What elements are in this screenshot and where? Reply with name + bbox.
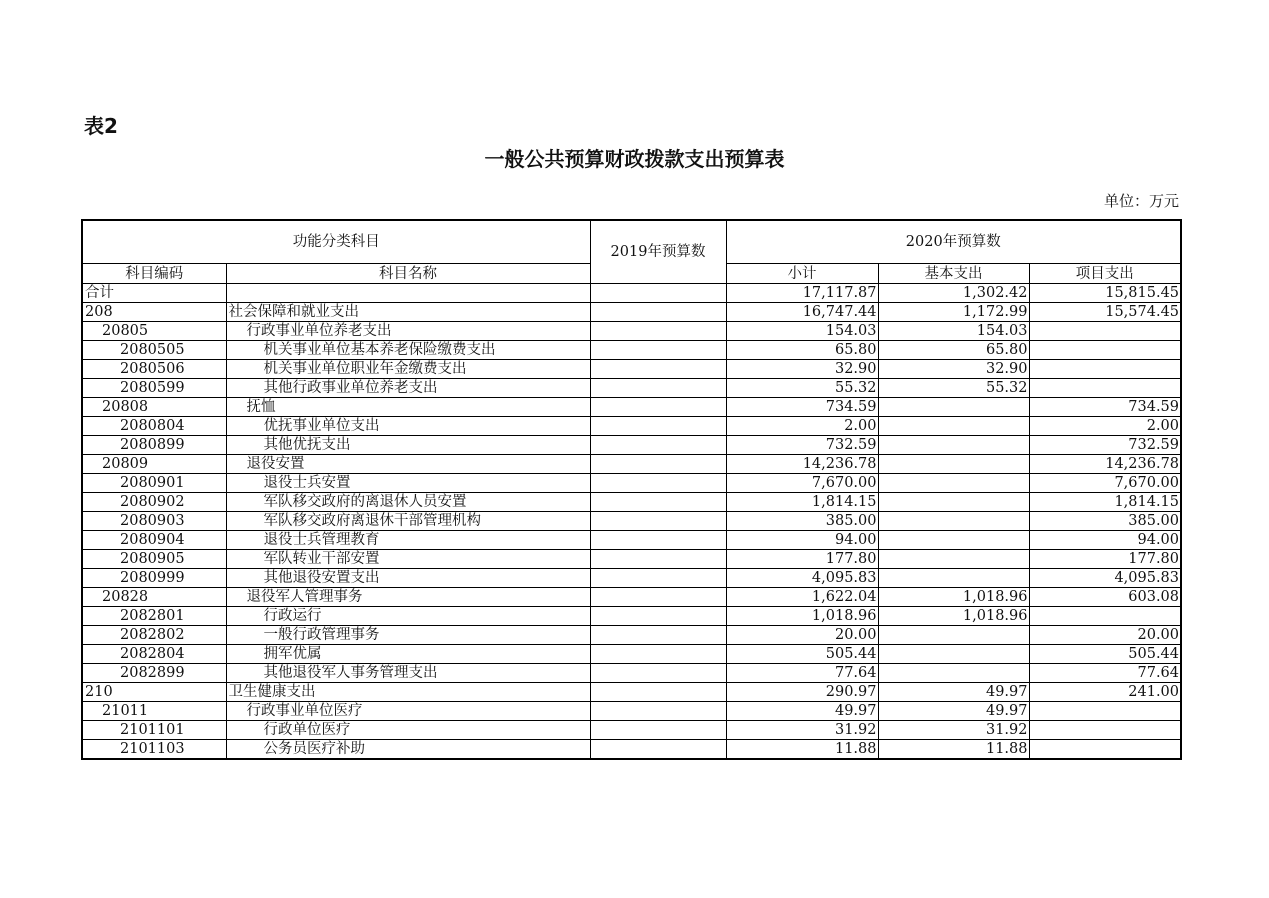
row-subtotal: 55.32 <box>726 379 878 398</box>
row-code: 2080899 <box>82 436 226 455</box>
row-name: 一般行政管理事务 <box>226 626 590 645</box>
row-basic <box>878 493 1029 512</box>
row-name: 军队移交政府的离退休人员安置 <box>226 493 590 512</box>
row-project <box>1029 341 1181 360</box>
row-prev-year <box>590 569 726 588</box>
row-basic <box>878 436 1029 455</box>
table-row <box>82 550 1181 569</box>
row-basic <box>878 398 1029 417</box>
row-prev-year <box>590 683 726 702</box>
row-code: 2080904 <box>82 531 226 550</box>
row-project <box>1029 721 1181 740</box>
header-basic: 基本支出 <box>878 264 1029 284</box>
row-basic <box>878 531 1029 550</box>
row-subtotal: 154.03 <box>726 322 878 341</box>
row-code: 2082802 <box>82 626 226 645</box>
header-project: 项目支出 <box>1029 264 1181 284</box>
table-row <box>82 607 1181 626</box>
row-basic <box>878 512 1029 531</box>
row-name: 公务员医疗补助 <box>226 740 590 760</box>
row-subtotal: 1,622.04 <box>726 588 878 607</box>
page-title: 一般公共预算财政拨款支出预算表 <box>484 147 785 171</box>
table-row <box>82 474 1181 493</box>
row-basic: 49.97 <box>878 702 1029 721</box>
budget-table <box>81 219 1182 760</box>
row-project: 241.00 <box>1029 683 1181 702</box>
row-subtotal: 385.00 <box>726 512 878 531</box>
row-basic: 31.92 <box>878 721 1029 740</box>
table-row <box>82 436 1181 455</box>
row-prev-year <box>590 474 726 493</box>
table-row <box>82 455 1181 474</box>
row-project <box>1029 607 1181 626</box>
row-subtotal: 732.59 <box>726 436 878 455</box>
row-project <box>1029 740 1181 760</box>
row-prev-year <box>590 645 726 664</box>
row-subtotal: 177.80 <box>726 550 878 569</box>
row-subtotal: 16,747.44 <box>726 303 878 322</box>
row-prev-year <box>590 607 726 626</box>
row-subtotal: 65.80 <box>726 341 878 360</box>
table-row <box>82 531 1181 550</box>
table-row <box>82 740 1181 760</box>
row-code: 2080903 <box>82 512 226 531</box>
row-name: 军队转业干部安置 <box>226 550 590 569</box>
row-basic <box>878 626 1029 645</box>
row-basic <box>878 550 1029 569</box>
row-subtotal: 7,670.00 <box>726 474 878 493</box>
row-subtotal: 17,117.87 <box>726 284 878 303</box>
table-row <box>82 360 1181 379</box>
table-label: 表2 <box>84 114 118 138</box>
row-prev-year <box>590 721 726 740</box>
row-basic <box>878 474 1029 493</box>
table-row <box>82 569 1181 588</box>
row-prev-year <box>590 702 726 721</box>
row-project: 20.00 <box>1029 626 1181 645</box>
row-subtotal: 49.97 <box>726 702 878 721</box>
header-row-1 <box>82 220 1181 264</box>
row-subtotal: 31.92 <box>726 721 878 740</box>
row-name: 机关事业单位基本养老保险缴费支出 <box>226 341 590 360</box>
table-row <box>82 702 1181 721</box>
row-project: 77.64 <box>1029 664 1181 683</box>
row-name: 行政事业单位养老支出 <box>226 322 590 341</box>
row-project <box>1029 702 1181 721</box>
row-code: 2080905 <box>82 550 226 569</box>
row-project: 94.00 <box>1029 531 1181 550</box>
table-row <box>82 303 1181 322</box>
row-basic: 11.88 <box>878 740 1029 760</box>
row-basic: 1,172.99 <box>878 303 1029 322</box>
row-code: 2082801 <box>82 607 226 626</box>
header-func-class: 功能分类科目 <box>82 220 590 264</box>
row-subtotal: 734.59 <box>726 398 878 417</box>
row-prev-year <box>590 379 726 398</box>
row-project: 505.44 <box>1029 645 1181 664</box>
row-name: 军队移交政府离退休干部管理机构 <box>226 512 590 531</box>
row-code: 210 <box>82 683 226 702</box>
row-project: 734.59 <box>1029 398 1181 417</box>
row-project: 2.00 <box>1029 417 1181 436</box>
row-basic: 49.97 <box>878 683 1029 702</box>
row-code: 20808 <box>82 398 226 417</box>
row-name: 机关事业单位职业年金缴费支出 <box>226 360 590 379</box>
row-code: 2080599 <box>82 379 226 398</box>
row-name: 抚恤 <box>226 398 590 417</box>
header-prev-year: 2019年预算数 <box>590 220 726 284</box>
row-name: 其他退役军人事务管理支出 <box>226 664 590 683</box>
row-name: 退役安置 <box>226 455 590 474</box>
row-project: 15,815.45 <box>1029 284 1181 303</box>
row-code: 208 <box>82 303 226 322</box>
table-row <box>82 341 1181 360</box>
row-prev-year <box>590 341 726 360</box>
row-prev-year <box>590 550 726 569</box>
row-project: 15,574.45 <box>1029 303 1181 322</box>
row-name <box>226 284 590 303</box>
row-basic: 55.32 <box>878 379 1029 398</box>
row-prev-year <box>590 740 726 760</box>
row-prev-year <box>590 512 726 531</box>
table-row <box>82 721 1181 740</box>
row-name: 卫生健康支出 <box>226 683 590 702</box>
row-subtotal: 1,814.15 <box>726 493 878 512</box>
row-project: 603.08 <box>1029 588 1181 607</box>
table-row <box>82 398 1181 417</box>
row-basic: 1,018.96 <box>878 607 1029 626</box>
row-name: 行政事业单位医疗 <box>226 702 590 721</box>
row-prev-year <box>590 398 726 417</box>
row-code: 21011 <box>82 702 226 721</box>
row-subtotal: 20.00 <box>726 626 878 645</box>
row-code: 2080506 <box>82 360 226 379</box>
row-name: 退役士兵安置 <box>226 474 590 493</box>
row-project: 385.00 <box>1029 512 1181 531</box>
row-basic <box>878 569 1029 588</box>
row-code: 合计 <box>82 284 226 303</box>
row-project <box>1029 322 1181 341</box>
row-project: 1,814.15 <box>1029 493 1181 512</box>
row-subtotal: 2.00 <box>726 417 878 436</box>
row-prev-year <box>590 626 726 645</box>
row-subtotal: 505.44 <box>726 645 878 664</box>
row-prev-year <box>590 360 726 379</box>
row-subtotal: 1,018.96 <box>726 607 878 626</box>
row-prev-year <box>590 588 726 607</box>
row-code: 2080505 <box>82 341 226 360</box>
row-prev-year <box>590 303 726 322</box>
row-code: 2080999 <box>82 569 226 588</box>
row-subtotal: 290.97 <box>726 683 878 702</box>
table-row <box>82 626 1181 645</box>
table-row <box>82 588 1181 607</box>
row-prev-year <box>590 531 726 550</box>
header-code: 科目编码 <box>82 264 226 284</box>
row-name: 其他行政事业单位养老支出 <box>226 379 590 398</box>
header-curr-year: 2020年预算数 <box>726 220 1181 264</box>
row-basic: 154.03 <box>878 322 1029 341</box>
table-row <box>82 664 1181 683</box>
row-subtotal: 94.00 <box>726 531 878 550</box>
table-row <box>82 512 1181 531</box>
row-code: 20809 <box>82 455 226 474</box>
row-basic: 1,302.42 <box>878 284 1029 303</box>
row-project: 732.59 <box>1029 436 1181 455</box>
row-project: 14,236.78 <box>1029 455 1181 474</box>
table-row <box>82 493 1181 512</box>
row-basic <box>878 645 1029 664</box>
row-prev-year <box>590 455 726 474</box>
row-prev-year <box>590 436 726 455</box>
row-code: 2082804 <box>82 645 226 664</box>
row-prev-year <box>590 664 726 683</box>
table-row <box>82 417 1181 436</box>
row-basic <box>878 455 1029 474</box>
row-name: 其他优抚支出 <box>226 436 590 455</box>
row-basic: 1,018.96 <box>878 588 1029 607</box>
row-name: 社会保障和就业支出 <box>226 303 590 322</box>
row-code: 2080804 <box>82 417 226 436</box>
row-name: 拥军优属 <box>226 645 590 664</box>
row-project: 7,670.00 <box>1029 474 1181 493</box>
table-row <box>82 284 1181 303</box>
row-code: 20805 <box>82 322 226 341</box>
row-prev-year <box>590 284 726 303</box>
table-row <box>82 322 1181 341</box>
row-name: 退役军人管理事务 <box>226 588 590 607</box>
row-prev-year <box>590 417 726 436</box>
table-row <box>82 683 1181 702</box>
row-name: 其他退役安置支出 <box>226 569 590 588</box>
row-subtotal: 11.88 <box>726 740 878 760</box>
header-name: 科目名称 <box>226 264 590 284</box>
header-subtotal: 小计 <box>726 264 878 284</box>
row-code: 2080901 <box>82 474 226 493</box>
row-basic: 32.90 <box>878 360 1029 379</box>
row-code: 2101103 <box>82 740 226 760</box>
row-project: 4,095.83 <box>1029 569 1181 588</box>
unit-label: 单位：万元 <box>1103 192 1179 210</box>
row-project: 177.80 <box>1029 550 1181 569</box>
row-name: 行政运行 <box>226 607 590 626</box>
row-subtotal: 77.64 <box>726 664 878 683</box>
row-subtotal: 32.90 <box>726 360 878 379</box>
row-name: 优抚事业单位支出 <box>226 417 590 436</box>
table-row <box>82 379 1181 398</box>
row-basic <box>878 664 1029 683</box>
row-name: 退役士兵管理教育 <box>226 531 590 550</box>
row-code: 20828 <box>82 588 226 607</box>
row-code: 2082899 <box>82 664 226 683</box>
row-subtotal: 14,236.78 <box>726 455 878 474</box>
row-basic: 65.80 <box>878 341 1029 360</box>
row-code: 2080902 <box>82 493 226 512</box>
row-project <box>1029 360 1181 379</box>
row-code: 2101101 <box>82 721 226 740</box>
row-subtotal: 4,095.83 <box>726 569 878 588</box>
row-basic <box>878 417 1029 436</box>
row-name: 行政单位医疗 <box>226 721 590 740</box>
row-project <box>1029 379 1181 398</box>
row-prev-year <box>590 322 726 341</box>
table-row <box>82 645 1181 664</box>
row-prev-year <box>590 493 726 512</box>
